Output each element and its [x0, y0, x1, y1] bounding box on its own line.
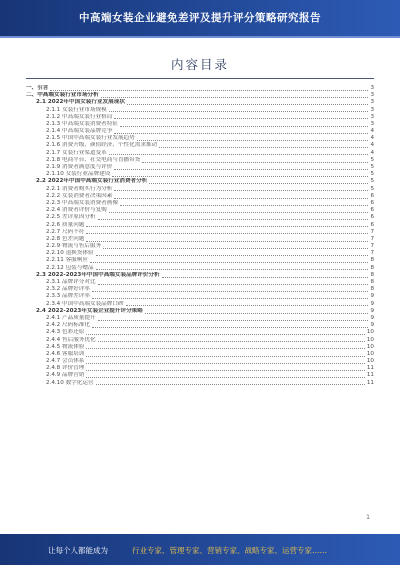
toc-entry-label: 2.2.10 退换货体验 [46, 250, 94, 257]
toc-entry-page: 10 [366, 336, 374, 343]
table-of-contents [26, 85, 374, 387]
toc-leader-dots [86, 233, 368, 234]
toc-entry[interactable] [26, 164, 374, 171]
toc-entry-page: 5 [370, 185, 374, 192]
toc-leader-dots [120, 126, 368, 127]
toc-entry[interactable] [26, 380, 374, 387]
toc-entry-label: 2.3.2 品牌好评率 [46, 286, 90, 293]
toc-entry-label: 2.2 2022年中国中高端女装行业消费者分析 [36, 178, 148, 185]
toc-entry[interactable] [26, 121, 374, 128]
toc-entry-label: 2.3.4 中国中高端女装品牌口碑 [46, 300, 124, 307]
toc-entry[interactable] [26, 178, 374, 185]
toc-entry-page: 6 [370, 199, 374, 206]
toc-entry[interactable] [26, 229, 374, 236]
toc-entry-page: 8 [370, 257, 374, 264]
toc-entry[interactable] [26, 344, 374, 351]
toc-entry-page: 10 [366, 358, 374, 365]
toc-entry-page: 6 [370, 221, 374, 228]
toc-entry[interactable] [26, 236, 374, 243]
report-header-banner [0, 0, 400, 36]
toc-leader-dots [114, 118, 368, 119]
toc-entry-label: 2.1 2022年中国女装行业发展现状 [36, 99, 125, 106]
toc-entry-label: 2.2.1 消费者购买行为分析 [46, 185, 113, 192]
toc-leader-dots [109, 212, 369, 213]
toc-entry[interactable] [26, 85, 374, 92]
toc-entry-page: 6 [370, 214, 374, 221]
toc-entry[interactable] [26, 193, 374, 200]
toc-entry[interactable] [26, 286, 374, 293]
toc-entry-label: 2.1.6 消费升级、颜值经济、个性化需求推动 [46, 142, 158, 149]
toc-leader-dots [137, 140, 369, 141]
toc-entry-page: 4 [370, 135, 374, 142]
toc-leader-dots [114, 169, 368, 170]
toc-entry[interactable] [26, 258, 374, 265]
toc-entry-label: 2.2.2 女装消费者决策因素 [46, 192, 113, 199]
toc-entry-label: 2.3.3 品牌差评率 [46, 293, 90, 300]
toc-leader-dots [98, 341, 365, 342]
toc-entry-page: 10 [366, 343, 374, 350]
toc-entry-page: 6 [370, 192, 374, 199]
toc-entry[interactable] [26, 114, 374, 121]
toc-entry-page: 9 [370, 314, 374, 321]
toc-entry-label: 2.4.9 品牌营销 [46, 372, 85, 379]
toc-entry-page: 3 [370, 84, 374, 91]
toc-entry-label: 2.3.1 品牌评分对比 [46, 279, 96, 286]
toc-entry-page: 9 [370, 307, 374, 314]
toc-entry[interactable] [26, 265, 374, 272]
toc-entry[interactable] [26, 351, 374, 358]
toc-entry-label: 2.4.6 客服培训 [46, 350, 85, 357]
toc-entry-label: 2.1.7 女装行业渠道变革 [46, 149, 107, 156]
toc-entry[interactable] [26, 171, 374, 178]
toc-entry-page: 7 [370, 235, 374, 242]
footer-slogan: 让每个人都能成为 [48, 546, 108, 555]
toc-entry-page: 5 [370, 171, 374, 178]
toc-entry-page: 8 [370, 271, 374, 278]
toc-entry[interactable] [26, 222, 374, 229]
toc-leader-dots [90, 262, 368, 263]
toc-entry[interactable] [26, 207, 374, 214]
toc-entry[interactable] [26, 243, 374, 250]
toc-entry[interactable] [26, 92, 374, 99]
toc-entry-label: 2.1.3 中高端女装消费者特征 [46, 120, 118, 127]
toc-leader-dots [92, 327, 368, 328]
toc-leader-dots [92, 291, 368, 292]
toc-entry-page: 3 [370, 106, 374, 113]
toc-leader-dots [86, 348, 364, 349]
toc-leader-dots [114, 190, 368, 191]
toc-leader-dots [86, 241, 368, 242]
toc-entry[interactable] [26, 99, 374, 106]
toc-entry[interactable] [26, 308, 374, 315]
toc-entry-page: 11 [366, 372, 374, 379]
toc-leader-dots [86, 334, 364, 335]
toc-entry-page: 7 [370, 243, 374, 250]
toc-entry-label: 2.4.1 产品质量提升 [46, 314, 96, 321]
toc-entry-page: 9 [370, 293, 374, 300]
toc-entry-label: 2.4.4 售后服务优化 [46, 336, 96, 343]
toc-entry[interactable] [26, 135, 374, 142]
toc-entry[interactable] [26, 128, 374, 135]
toc-leader-dots [162, 277, 369, 278]
toc-entry[interactable] [26, 186, 374, 193]
toc-entry[interactable] [26, 373, 374, 380]
toc-entry[interactable] [26, 301, 374, 308]
toc-entry-page: 8 [370, 286, 374, 293]
toc-leader-dots [86, 377, 364, 378]
toc-leader-dots [50, 90, 368, 91]
toc-entry-page: 5 [370, 164, 374, 171]
toc-entry-page: 11 [366, 379, 374, 386]
toc-leader-dots [86, 363, 364, 364]
toc-entry-label: 2.2.11 客服响应 [46, 257, 88, 264]
toc-leader-dots [103, 248, 368, 249]
toc-entry[interactable] [26, 279, 374, 286]
toc-leader-dots [96, 269, 369, 270]
toc-leader-dots [101, 97, 369, 98]
toc-entry[interactable] [26, 157, 374, 164]
toc-entry-label: 2.4 2022-2023年女装企业提升评分策略 [36, 307, 143, 314]
toc-entry-label: 2.2.3 中高端女装消费者画像 [46, 199, 118, 206]
toc-entry-page: 3 [370, 120, 374, 127]
toc-entry-page: 9 [370, 300, 374, 307]
toc-entry[interactable] [26, 365, 374, 372]
toc-leader-dots [109, 154, 369, 155]
page-number: 1 [366, 514, 370, 521]
toc-leader-dots [86, 370, 364, 371]
toc-entry-page: 3 [370, 92, 374, 99]
toc-entry-page: 4 [370, 128, 374, 135]
toc-entry-label: 一、引言 [26, 84, 49, 91]
toc-leader-dots [98, 219, 369, 220]
toc-entry[interactable] [26, 150, 374, 157]
toc-entry-page: 7 [370, 250, 374, 257]
toc-leader-dots [92, 298, 368, 299]
toc-leader-dots [98, 284, 369, 285]
toc-heading: 内容目录 [170, 57, 229, 72]
toc-entry-page: 9 [370, 322, 374, 329]
toc-entry-page: 3 [370, 113, 374, 120]
toc-entry[interactable] [26, 293, 374, 300]
toc-entry-label: 2.1.9 消费者满意度与评价 [46, 164, 113, 171]
toc-entry-label: 2.4.2 尺码标准化 [46, 322, 90, 329]
toc-leader-dots [86, 226, 368, 227]
toc-entry[interactable] [26, 214, 374, 221]
toc-entry-page: 10 [366, 350, 374, 357]
toc-entry-label: 2.1.4 中高端女装品牌竞争 [46, 128, 113, 135]
toc-leader-dots [86, 356, 364, 357]
footer-expert-list: 行业专家、管理专家、营销专家、战略专家、运营专家…… [132, 546, 327, 555]
header-divider [0, 36, 400, 38]
toc-entry-label: 2.2.12 包装与赠品 [46, 264, 94, 271]
toc-entry[interactable] [26, 322, 374, 329]
toc-entry-label: 2.1.2 中高端女装行业格局 [46, 113, 113, 120]
toc-leader-dots [145, 313, 369, 314]
toc-entry-label: 2.2.6 质量问题 [46, 221, 85, 228]
toc-entry-page: 8 [370, 264, 374, 271]
toc-entry-label: 2.4.7 会员体系 [46, 358, 85, 365]
toc-entry-label: 2.4.5 物流体验 [46, 343, 85, 350]
toc-entry[interactable] [26, 250, 374, 257]
toc-entry-page: 4 [370, 149, 374, 156]
toc-leader-dots [96, 384, 365, 385]
toc-entry-page: 7 [370, 228, 374, 235]
toc-entry[interactable] [26, 337, 374, 344]
toc-leader-dots [126, 305, 369, 306]
toc-leader-dots [114, 198, 368, 199]
toc-entry-page: 11 [366, 365, 374, 372]
toc-entry[interactable] [26, 107, 374, 114]
toc-leader-dots [98, 320, 369, 321]
toc-entry-label: 2.1.5 中国中高端女装行业发展趋势 [46, 135, 135, 142]
toc-entry[interactable] [26, 272, 374, 279]
toc-entry-page: 5 [370, 178, 374, 185]
toc-entry-label: 2.4.10 数字化运营 [46, 379, 94, 386]
toc-entry[interactable] [26, 358, 374, 365]
footer-banner [0, 534, 400, 565]
toc-heading-rule [26, 78, 374, 79]
toc-leader-dots [96, 255, 369, 256]
toc-leader-dots [109, 111, 369, 112]
toc-entry[interactable] [26, 143, 374, 150]
report-title: 中高端女装企业避免差评及提升评分策略研究报告 [79, 12, 321, 24]
toc-entry-label: 2.4.8 评价管理 [46, 365, 85, 372]
toc-entry-label: 2.2.5 差评原因分析 [46, 214, 96, 221]
toc-entry-label: 2.3 2022-2023年中国中高端女装品牌评价分析 [36, 271, 160, 278]
toc-entry-page: 10 [366, 329, 374, 336]
toc-entry-page: 6 [370, 207, 374, 214]
toc-entry-page: 3 [370, 99, 374, 106]
toc-leader-dots [114, 133, 368, 134]
toc-entry-label: 2.2.9 物流与售后服务 [46, 243, 102, 250]
toc-entry-page: 4 [370, 142, 374, 149]
toc-entry-label: 2.4.3 色彩还原 [46, 329, 85, 336]
toc-leader-dots [127, 104, 368, 105]
toc-leader-dots [120, 205, 368, 206]
toc-entry-label: 2.1.10 女装行业品牌建设 [46, 171, 111, 178]
toc-leader-dots [149, 183, 368, 184]
toc-entry-label: 2.1.1 女装行业市场规模 [46, 106, 107, 113]
toc-entry-page: 8 [370, 279, 374, 286]
toc-entry-label: 2.2.8 色差问题 [46, 235, 85, 242]
toc-entry[interactable] [26, 200, 374, 207]
toc-entry-label: 2.1.8 电商平台、社交电商与直播带货 [46, 156, 141, 163]
toc-leader-dots [142, 162, 368, 163]
toc-entry-page: 5 [370, 156, 374, 163]
toc-leader-dots [159, 147, 368, 148]
toc-entry-label: 2.2.4 消费者评价与复购 [46, 207, 107, 214]
toc-entry[interactable] [26, 329, 374, 336]
toc-leader-dots [112, 176, 368, 177]
toc-entry-label: 2.2.7 尺码不符 [46, 228, 85, 235]
toc-entry-label: 二、中高端女装行业市场分析 [26, 92, 99, 99]
toc-entry[interactable] [26, 315, 374, 322]
